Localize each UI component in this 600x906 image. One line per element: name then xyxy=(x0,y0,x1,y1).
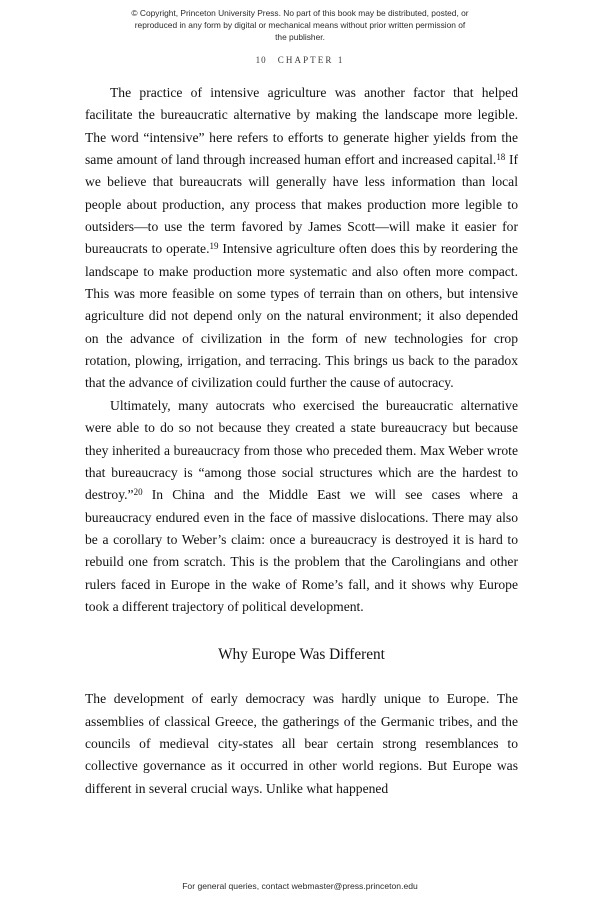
paragraph-1-segment-b: If we believe that bureaucrats will generally have less information than local people about production, any process that makes production more legible to outsiders—to use the term favored by James Scott—will make it easier for bureaucrats to operate. xyxy=(85,152,519,257)
paragraph-1-segment-c: Intensive agriculture often does this by reordering the landscape to make production more systematic and also often more compact. This was more feasible on some types of terrain than on others, but intensive agriculture did not depend only on the natural environment; it also depended on the advance of civilization in the form of new technologies for crop rotation, plowing, irrigation, and terracing. This brings us back to the paradox that the advance of civilization could further the cause of autocracy. xyxy=(85,241,518,391)
paragraph-2-segment-a: Ultimately, many autocrats who exercised the bureaucratic alternative were able to do so not because they created a state bureaucracy but because they inherited a bureaucracy from those who preceded them. Max Weber wrote that bureaucracy is “among those social structures which are the hardest to destroy.” xyxy=(85,397,518,503)
heading-spacer-below xyxy=(85,666,518,688)
text-column xyxy=(85,82,518,800)
page-number: 10 xyxy=(255,55,267,65)
section-heading: Why Europe Was Different xyxy=(218,646,385,664)
paragraph-1-segment-a: The practice of intensive agriculture was another factor that helped facilitate the bureaucratic alternative by making the landscape more legible. The word “intensive” here refers to efforts to generate higher yields from the same amount of land through increased human effort and increased capital. xyxy=(85,85,518,168)
footer-contact: For general queries, contact webmaster@press.princeton.edu xyxy=(182,881,418,891)
footnote-marker-19: 19 xyxy=(209,241,219,252)
paragraph-2 xyxy=(85,395,518,618)
chapter-label: CHAPTER 1 xyxy=(277,55,345,65)
paragraph-1 xyxy=(85,82,518,395)
copyright-notice: © Copyright, Princeton University Press. No part of this book may be distributed, posted, or reproduced in any form by digital or mechanical means without prior written permission of the publisher. xyxy=(131,8,469,43)
paragraph-3: The development of early democracy was hardly unique to Europe. The assemblies of classical Greece, the gatherings of the Germanic tribes, and the councils of medieval city-states all bear certain strong resemblances to collective governance as it occurred in other world regions. But Europe was different in several crucial ways. Unlike what happened xyxy=(85,691,518,796)
paragraph-2-segment-b: In China and the Middle East we will see cases where a bureaucracy endured even in the face of massive dislocations. There may also be a corollary to Weber’s claim: once a bureaucracy is destroyed it is hard to rebuild one from scratch. This is the problem that the Carolingians and other rulers faced in Europe in the wake of Rome’s fall, and it shows why Europe took a different trajectory of political development. xyxy=(85,487,518,614)
footnote-marker-20: 20 xyxy=(133,487,143,498)
running-head xyxy=(0,55,600,65)
heading-spacer-above xyxy=(85,618,518,644)
footnote-marker-18: 18 xyxy=(496,152,506,163)
